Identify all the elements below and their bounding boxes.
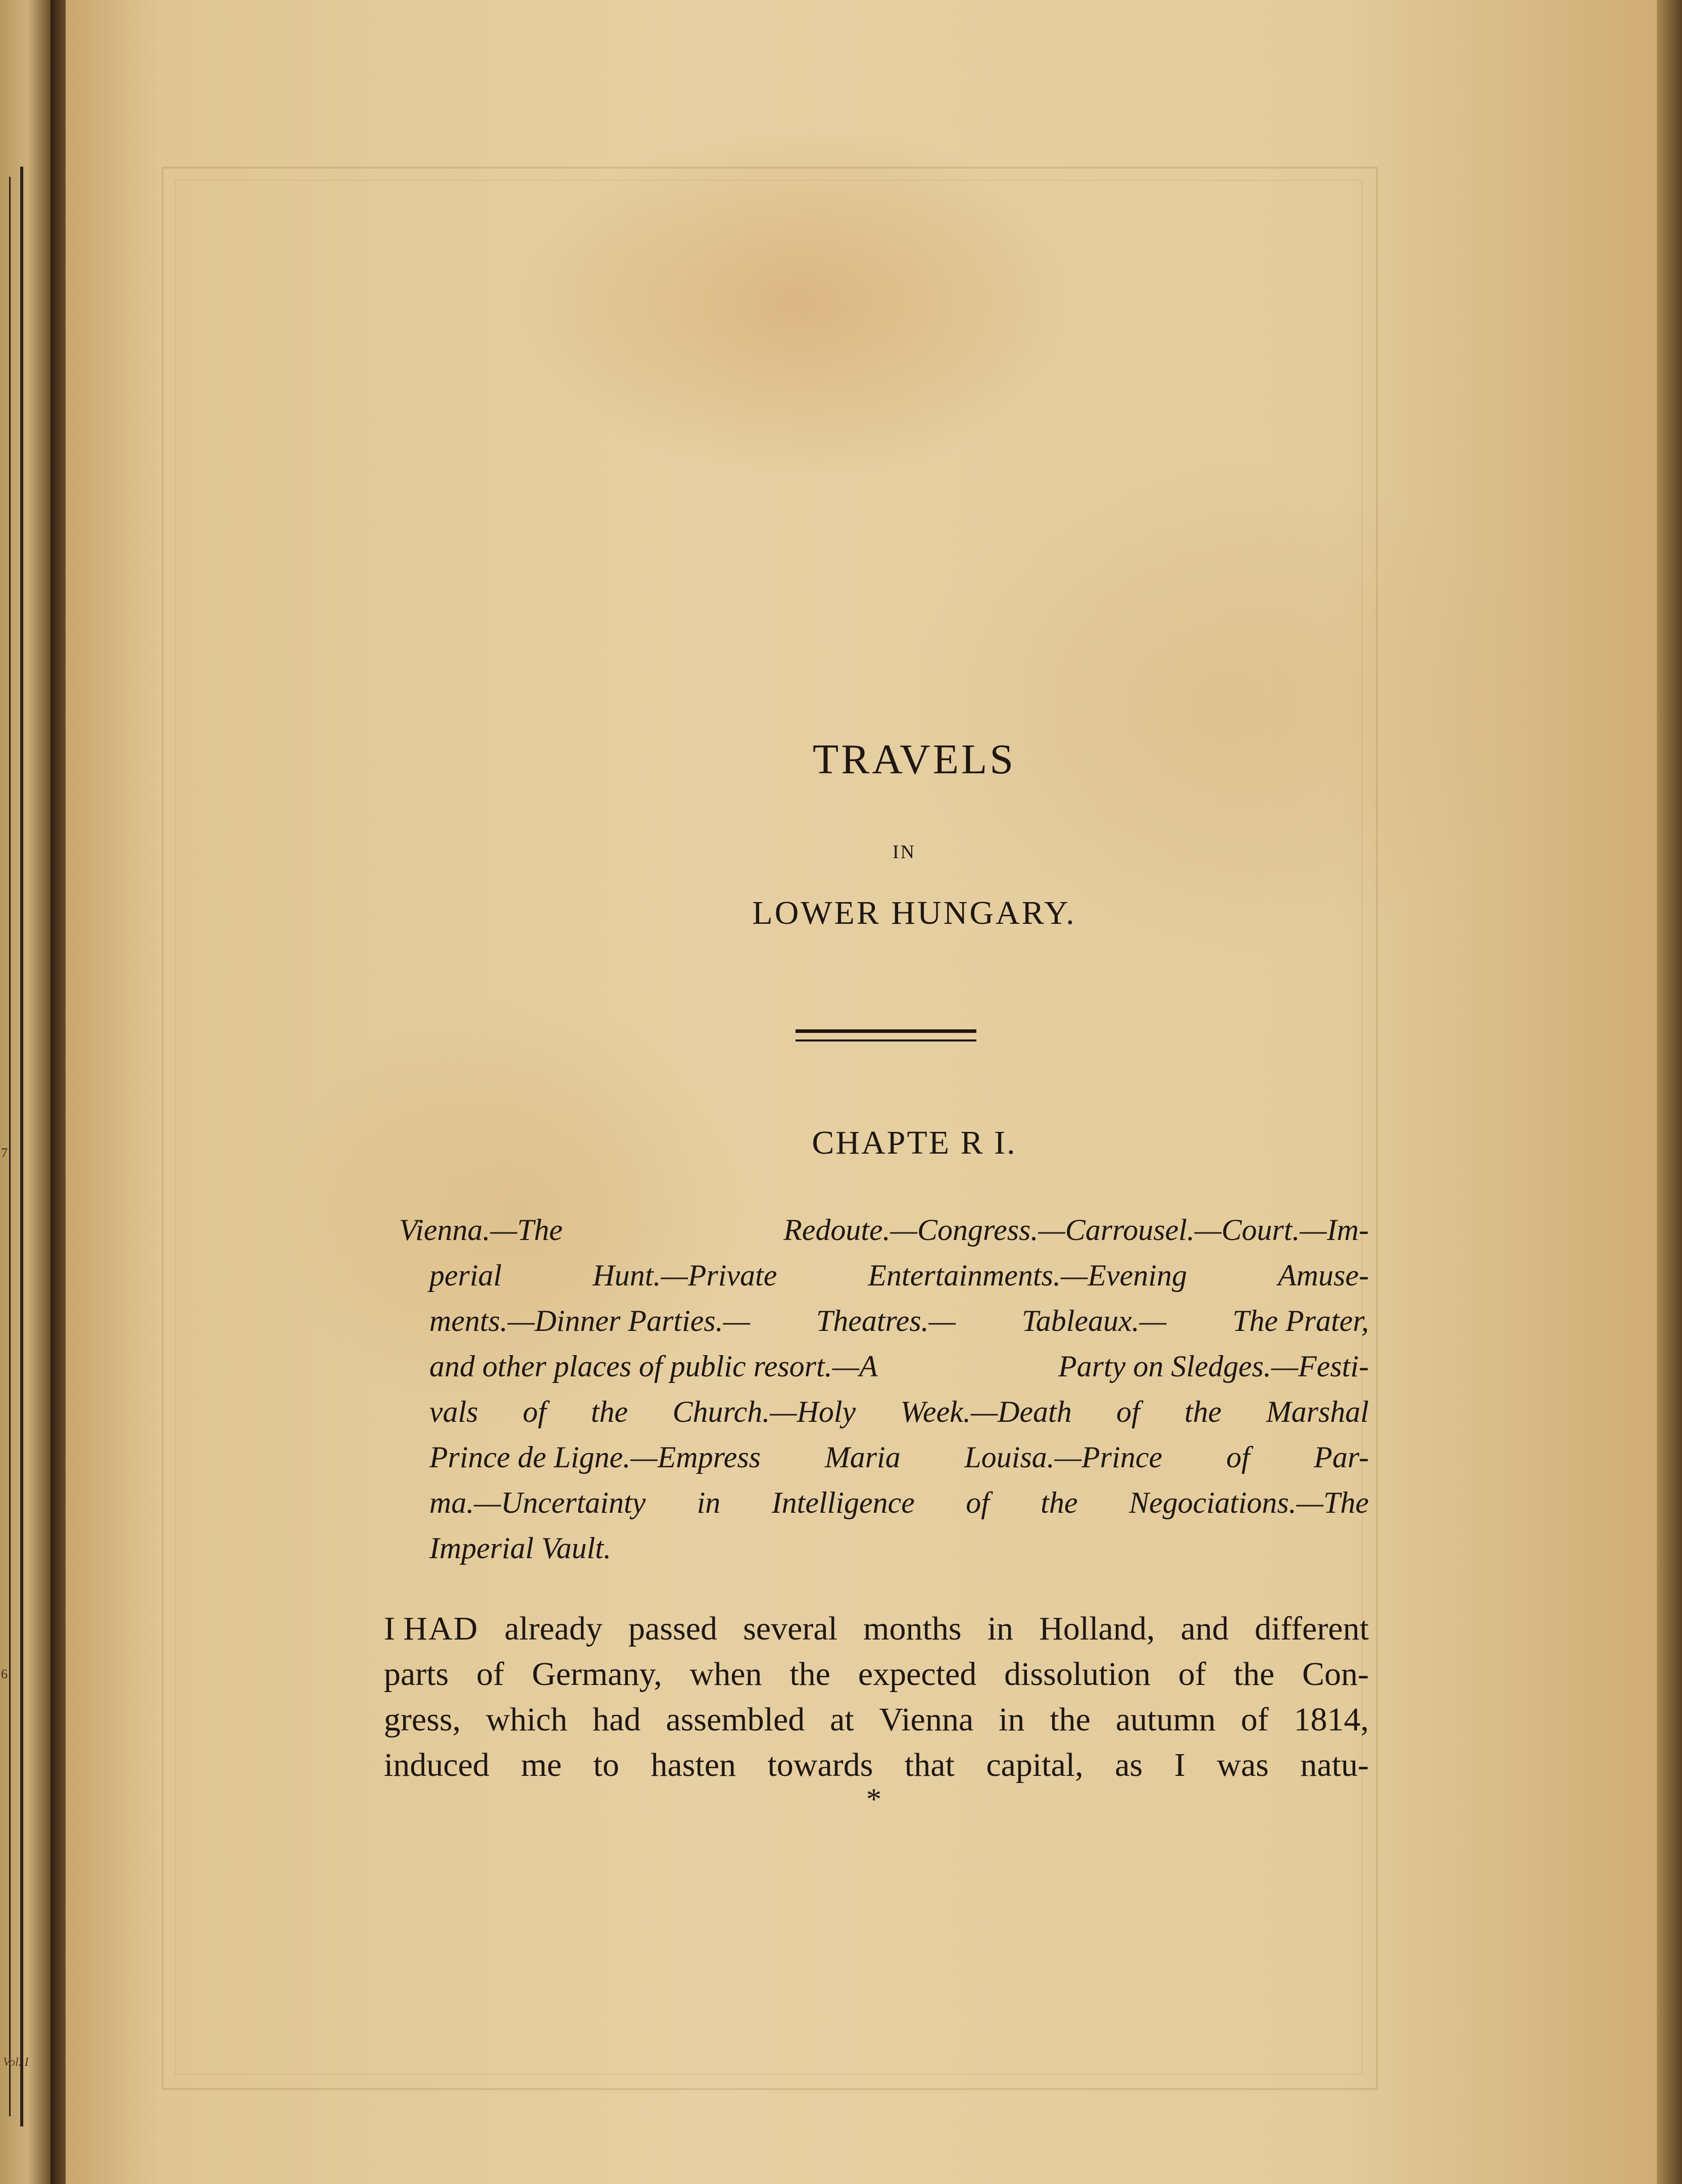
body-word: parts xyxy=(384,1656,449,1693)
synopsis-word: Marshal xyxy=(1266,1395,1369,1428)
body-word: when xyxy=(689,1656,762,1693)
synopsis-word: Tableaux.— xyxy=(1021,1304,1167,1337)
synopsis-word: the xyxy=(1041,1486,1078,1519)
synopsis-word: of xyxy=(1226,1441,1250,1474)
body-word: in xyxy=(987,1610,1014,1647)
synopsis-word: Louisa.—Prince xyxy=(964,1441,1163,1474)
synopsis-word: ments.—Dinner Parties.— xyxy=(429,1304,750,1337)
synopsis-word: Party on Sledges.—Festi- xyxy=(1058,1350,1369,1383)
body-word: gress, xyxy=(384,1701,461,1738)
body-word: had xyxy=(592,1701,641,1738)
synopsis-word: The Prater, xyxy=(1232,1304,1369,1337)
synopsis-word: in xyxy=(697,1486,721,1519)
synopsis-line xyxy=(399,1298,1369,1344)
synopsis-line xyxy=(399,1525,1369,1571)
text-line xyxy=(384,1606,1369,1652)
body-word: Germany, xyxy=(531,1656,662,1693)
synopsis-word: vals xyxy=(429,1395,478,1428)
body-word: already xyxy=(504,1610,603,1647)
body-word: hasten xyxy=(651,1747,736,1783)
body-word: me xyxy=(521,1747,562,1783)
body-word: the xyxy=(1050,1701,1091,1738)
body-word: was xyxy=(1217,1747,1269,1783)
body-word: of xyxy=(1241,1701,1269,1738)
body-word: Vienna xyxy=(879,1701,974,1738)
synopsis-line xyxy=(399,1434,1369,1480)
body-word: that xyxy=(904,1747,955,1783)
drop-letter: I xyxy=(384,1610,395,1647)
text-line xyxy=(384,1652,1369,1697)
body-word: 1814, xyxy=(1294,1701,1369,1738)
page-right-edge xyxy=(1657,0,1682,2184)
synopsis-word: Prince de Ligne.—Empress xyxy=(429,1441,761,1474)
body-word: and xyxy=(1180,1610,1229,1647)
previous-page-signature: Vol. I xyxy=(3,2056,29,2069)
text-line xyxy=(384,1743,1369,1788)
synopsis-word: Intelligence xyxy=(771,1486,915,1519)
body-word: passed xyxy=(628,1610,717,1647)
body-word: assembled xyxy=(666,1701,805,1738)
synopsis-word: the xyxy=(1184,1395,1222,1428)
body-word: as xyxy=(1115,1747,1143,1783)
synopsis-line xyxy=(399,1389,1369,1434)
body-word: different xyxy=(1254,1610,1369,1647)
synopsis-word: Par- xyxy=(1314,1441,1369,1474)
body-word: to xyxy=(593,1747,619,1783)
body-word: Con- xyxy=(1302,1656,1369,1693)
synopsis-word: Entertainments.—Evening xyxy=(868,1259,1187,1292)
thin-rule xyxy=(796,1039,976,1041)
synopsis-word: Imperial Vault. xyxy=(429,1531,611,1565)
body-word: natu- xyxy=(1300,1747,1369,1783)
body-word: expected xyxy=(858,1656,977,1693)
synopsis-word: and other places of public resort.—A xyxy=(429,1350,878,1383)
chapter-heading: CHAPTE R I. xyxy=(812,1124,1017,1161)
body-word: several xyxy=(743,1610,838,1647)
synopsis-word: of xyxy=(1116,1395,1140,1428)
body-word: autumn xyxy=(1115,1701,1216,1738)
body-word: I xyxy=(1174,1747,1185,1783)
body-word: Holland, xyxy=(1039,1610,1155,1647)
chapter-synopsis xyxy=(399,1207,1369,1571)
signature-mark: * xyxy=(866,1782,881,1816)
synopsis-word: Theatres.— xyxy=(816,1304,956,1337)
synopsis-word: Vienna.—The xyxy=(399,1213,563,1247)
synopsis-word: the xyxy=(590,1395,628,1428)
body-word: of xyxy=(1178,1656,1206,1693)
book-gutter xyxy=(51,0,66,2184)
body-word: at xyxy=(830,1701,854,1738)
previous-page-number: 7 xyxy=(1,1146,8,1160)
opening-word xyxy=(384,1606,478,1652)
text-line xyxy=(384,1697,1369,1743)
synopsis-word: of xyxy=(966,1486,990,1519)
synopsis-word: Amuse- xyxy=(1278,1259,1369,1292)
synopsis-line xyxy=(399,1207,1369,1253)
synopsis-word: Church.—Holy xyxy=(672,1395,856,1428)
body-word: capital, xyxy=(986,1747,1083,1783)
synopsis-line xyxy=(399,1253,1369,1298)
synopsis-word: ma.—Uncertainty xyxy=(429,1486,646,1519)
body-word: which xyxy=(486,1701,568,1738)
synopsis-word: Week.—Death xyxy=(900,1395,1072,1428)
synopsis-line xyxy=(399,1344,1369,1389)
title-connector: IN xyxy=(892,841,916,863)
synopsis-word: Maria xyxy=(824,1441,901,1474)
page-title: TRAVELS xyxy=(812,736,1016,783)
synopsis-line xyxy=(399,1480,1369,1525)
body-word: in xyxy=(999,1701,1025,1738)
body-word: dissolution xyxy=(1004,1656,1151,1693)
small-caps-word: HAD xyxy=(403,1610,479,1647)
previous-page-edge xyxy=(0,0,51,2184)
synopsis-word: of xyxy=(522,1395,547,1428)
body-word: months xyxy=(863,1610,962,1647)
body-word: of xyxy=(476,1656,505,1693)
synopsis-word: perial xyxy=(429,1259,502,1292)
page-subtitle: LOWER HUNGARY. xyxy=(752,895,1076,931)
body-word: the xyxy=(789,1656,830,1693)
previous-page-number: 6 xyxy=(1,1667,8,1681)
body-word: induced xyxy=(384,1747,489,1783)
body-word: the xyxy=(1233,1656,1275,1693)
synopsis-word: Redoute.—Congress.—Carrousel.—Court.—Im- xyxy=(783,1213,1369,1247)
book-page xyxy=(66,0,1657,2184)
body-paragraph xyxy=(384,1606,1369,1788)
body-word: towards xyxy=(767,1747,873,1783)
synopsis-word: Hunt.—Private xyxy=(592,1259,777,1292)
thick-rule xyxy=(796,1029,976,1033)
synopsis-word: Negociations.—The xyxy=(1128,1486,1369,1519)
